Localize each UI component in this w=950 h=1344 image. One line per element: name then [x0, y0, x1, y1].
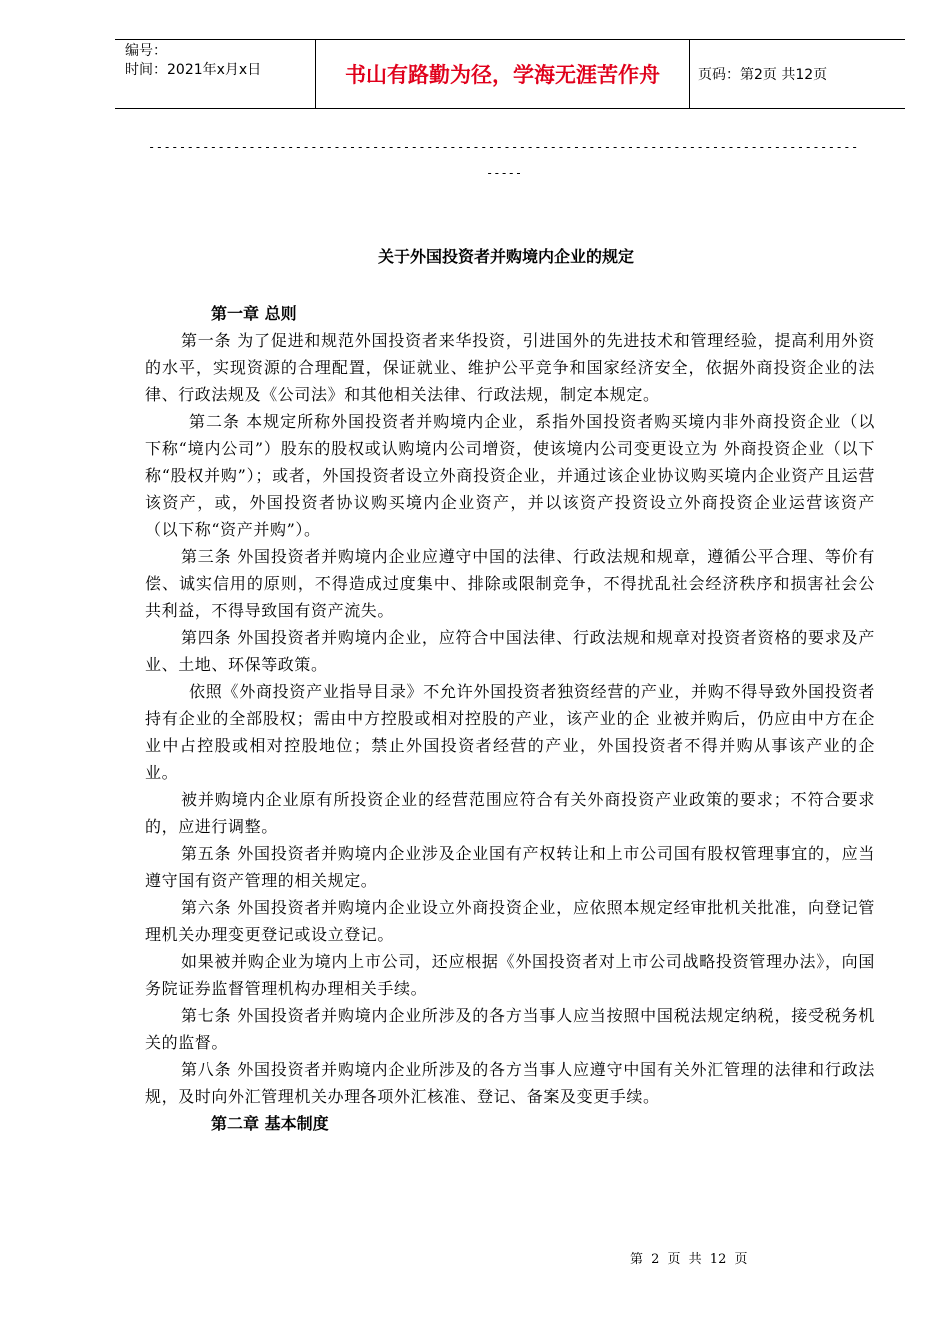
page-footer: 第 2 页 共 12 页 [630, 1252, 748, 1267]
header-meta [115, 40, 315, 108]
article-paragraph: 第一条 为了促进和规范外国投资者来华投资，引进国外的先进技术和管理经验，提高利用外资的水平，实现资源的合理配置，保证就业、维护公平竞争和国家经济安全，依据外商投资企业的法律、行政法规及《公司法》和其他相关法律、行政法规，制定本规定。 [145, 331, 875, 404]
separator-line: -------------------------------------------------------------------------------------------- [148, 140, 859, 154]
article-paragraph: 第三条 外国投资者并购境内企业应遵守中国的法律、行政法规和规章，遵循公平合理、等价有偿、诚实信用的原则，不得造成过度集中、排除或限制竞争，不得扰乱社会经济秩序和损害社会公共利益，不得导致国有资产流失。 [145, 547, 875, 620]
article-paragraph: 被并购境内企业原有所投资企业的经营范围应符合有关外商投资产业政策的要求；不符合要求的，应进行调整。 [145, 790, 875, 836]
article-paragraph: 第四条 外国投资者并购境内企业，应符合中国法律、行政法规和规章对投资者资格的要求及产业、土地、环保等政策。 [145, 628, 875, 674]
document-body [145, 300, 875, 1137]
article-paragraph: 第五条 外国投资者并购境内企业涉及企业国有产权转让和上市公司国有股权管理事宜的，应当遵守国有资产管理的相关规定。 [145, 844, 875, 890]
header-page-label: 页码：第2页 共12页 [698, 67, 828, 83]
document-title: 关于外国投资者并购境内企业的规定 [377, 247, 634, 266]
header-motto: 书山有路勤为径，学海无涯苦作舟 [315, 40, 690, 108]
article-paragraph: 第二条 本规定所称外国投资者并购境内企业，系指外国投资者购买境内非外商投资企业（以下称“境内公司”）股东的股权或认购境内公司增资，使该境内公司变更设立为 外商投资企业（以下称“股权并购”）；或者，外国投资者设立外商投资企业，并通过该企业协议购买境内企业资产且运营该资产，或，外国投资者协议购买境内企业资产，并以该资产投资设立外商投资企业运营该资产（以下称“资产并购”）。 [145, 412, 875, 539]
article-paragraph: 如果被并购企业为境内上市公司，还应根据《外国投资者对上市公司战略投资管理办法》，向国务院证券监督管理机构办理相关手续。 [145, 952, 875, 998]
chapter-heading: 第一章 总则 [211, 304, 297, 323]
time-label: 时间：2021年x月x日 [125, 62, 262, 78]
header-table [115, 39, 905, 109]
article-paragraph: 依照《外商投资产业指导目录》不允许外国投资者独资经营的产业，并购不得导致外国投资者持有企业的全部股权；需由中方控股或相对控股的产业，该产业的企 业被并购后，仍应由中方在企业中占控股或相对控股地位；禁止外国投资者经营的产业，外国投资者不得并购从事该产业的企业。 [145, 682, 875, 782]
separator-line-tail: ----- [486, 166, 523, 180]
article-paragraph: 第八条 外国投资者并购境内企业所涉及的各方当事人应遵守中国有关外汇管理的法律和行政法规，及时向外汇管理机关办理各项外汇核准、登记、备案及变更手续。 [145, 1060, 875, 1106]
number-label: 编号： [125, 43, 167, 59]
article-paragraph: 第六条 外国投资者并购境内企业设立外商投资企业，应依照本规定经审批机关批准，向登记管理机关办理变更登记或设立登记。 [145, 898, 875, 944]
chapter-heading: 第二章 基本制度 [211, 1114, 329, 1133]
article-paragraph: 第七条 外国投资者并购境内企业所涉及的各方当事人应当按照中国税法规定纳税，接受税务机关的监督。 [145, 1006, 875, 1052]
